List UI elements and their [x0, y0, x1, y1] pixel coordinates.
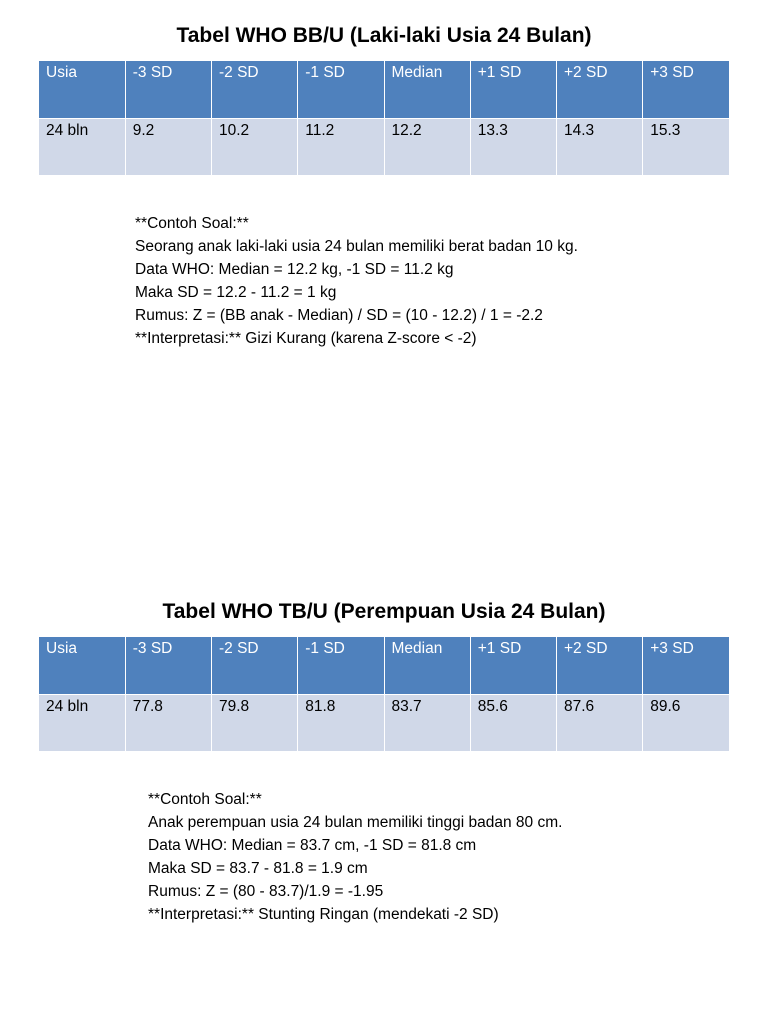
- column-header: +2 SD: [557, 637, 643, 694]
- column-header: -1 SD: [298, 637, 384, 694]
- table-cell: 10.2: [212, 118, 298, 175]
- table-cell: 79.8: [212, 694, 298, 751]
- table-cell: 85.6: [470, 694, 556, 751]
- table-header-row: [39, 637, 729, 694]
- example-line: Data WHO: Median = 83.7 cm, -1 SD = 81.8 cm: [148, 837, 477, 854]
- table-cell: 12.2: [384, 118, 470, 175]
- example-line: Maka SD = 12.2 - 11.2 = 1 kg: [135, 284, 337, 301]
- column-header: +1 SD: [470, 61, 556, 118]
- column-header: -3 SD: [125, 637, 211, 694]
- example-line: Anak perempuan usia 24 bulan memiliki tinggi badan 80 cm.: [148, 814, 563, 831]
- example-problem-bbu: [135, 212, 578, 350]
- column-header: +2 SD: [557, 61, 643, 118]
- example-interpretation: **Interpretasi:** Gizi Kurang (karena Z-score < -2): [135, 330, 477, 347]
- column-header: -2 SD: [212, 637, 298, 694]
- column-header: Median: [384, 61, 470, 118]
- example-line: Rumus: Z = (BB anak - Median) / SD = (10 - 12.2) / 1 = -2.2: [135, 307, 543, 324]
- who-bbu-table: [39, 61, 729, 175]
- table-row: [39, 118, 729, 175]
- column-header: -3 SD: [125, 61, 211, 118]
- table-cell: 9.2: [125, 118, 211, 175]
- column-header: +3 SD: [643, 61, 729, 118]
- table-cell: 11.2: [298, 118, 384, 175]
- table-cell: 77.8: [125, 694, 211, 751]
- table-cell: 24 bln: [39, 694, 125, 751]
- example-line: Data WHO: Median = 12.2 kg, -1 SD = 11.2 kg: [135, 261, 454, 278]
- example-line: Rumus: Z = (80 - 83.7)/1.9 = -1.95: [148, 883, 384, 900]
- table-row: [39, 694, 729, 751]
- example-heading: **Contoh Soal:**: [148, 791, 262, 808]
- table-cell: 13.3: [470, 118, 556, 175]
- column-header: Usia: [39, 61, 125, 118]
- page-title-tbu: Tabel WHO TB/U (Perempuan Usia 24 Bulan): [162, 600, 606, 623]
- table-cell: 83.7: [384, 694, 470, 751]
- table-cell: 89.6: [643, 694, 729, 751]
- column-header: Median: [384, 637, 470, 694]
- example-problem-tbu: [148, 788, 562, 926]
- table-cell: 87.6: [557, 694, 643, 751]
- example-heading: **Contoh Soal:**: [135, 215, 249, 232]
- example-line: Seorang anak laki-laki usia 24 bulan memiliki berat badan 10 kg.: [135, 238, 578, 255]
- example-line: Maka SD = 83.7 - 81.8 = 1.9 cm: [148, 860, 368, 877]
- table-cell: 15.3: [643, 118, 729, 175]
- page-title-bbu: Tabel WHO BB/U (Laki-laki Usia 24 Bulan): [176, 24, 592, 47]
- column-header: -2 SD: [212, 61, 298, 118]
- column-header: Usia: [39, 637, 125, 694]
- column-header: +3 SD: [643, 637, 729, 694]
- column-header: +1 SD: [470, 637, 556, 694]
- who-tbu-table: [39, 637, 729, 751]
- table-cell: 81.8: [298, 694, 384, 751]
- table-cell: 14.3: [557, 118, 643, 175]
- example-interpretation: **Interpretasi:** Stunting Ringan (mendekati -2 SD): [148, 906, 499, 923]
- table-cell: 24 bln: [39, 118, 125, 175]
- table-header-row: [39, 61, 729, 118]
- column-header: -1 SD: [298, 61, 384, 118]
